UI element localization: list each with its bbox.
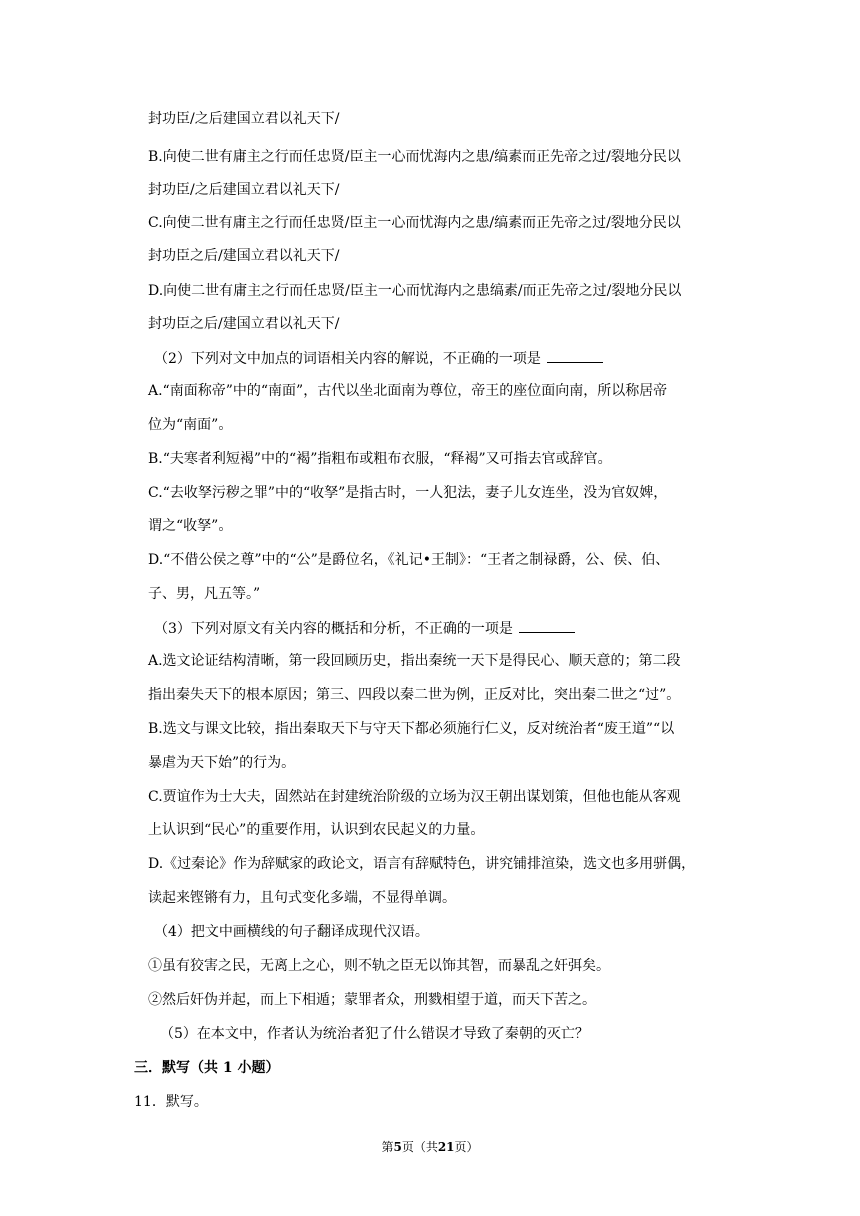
q2-option-c-line1: C.“去收孥污秽之罪”中的“收孥”是指古时，一人犯法，妻子儿女连坐，没为官奴婢， <box>148 485 668 501</box>
section-heading-dictation: 三．默写（共 1 小题） <box>134 1060 280 1076</box>
q3-option-d-line2: 读起来铿锵有力，且句式变化多端，不显得单调。 <box>148 890 456 906</box>
q3-option-d-line1: D.《过秦论》作为辞赋家的政论文，语言有辞赋特色，讲究铺排渲染，选文也多用骈偶， <box>148 856 696 872</box>
q2-option-a-line1: A.“南面称帝”中的“南面”，古代以坐北面南为尊位，帝王的座位面向南，所以称居帝 <box>148 383 668 399</box>
option-d-line1: D.向使二世有庸主之行而任忠贤/臣主一心而忧海内之患缟素/而正先帝之过/裂地分民以 <box>148 283 682 299</box>
question-5-stem: （5）在本文中，作者认为统治者犯了什么错误才导致了秦朝的灭亡？ <box>160 1026 589 1042</box>
q3-option-a-line1: A.选文论证结构清晰，第一段回顾历史，指出秦统一天下是得民心、顺天意的；第二段 <box>148 653 681 669</box>
option-c-line1: C.向使二世有庸主之行而任忠贤/臣主一心而忧海内之患/缟素而正先帝之过/裂地分民以 <box>148 215 681 231</box>
option-b-line1: B.向使二世有庸主之行而任忠贤/臣主一心而忧海内之患/缟素而正先帝之过/裂地分民以 <box>148 149 681 165</box>
option-c-line2: 封功臣之后/建国立君以礼天下/ <box>148 248 340 264</box>
q4-sentence-1: ①虽有狡害之民，无离上之心，则不轨之臣无以饰其智，而暴乱之奸弭矣。 <box>148 958 610 974</box>
q3-option-a-line2: 指出秦失天下的根本原因；第三、四段以秦二世为例，正反对比，突出秦二世之“过”。 <box>148 687 681 703</box>
question-2-text: （2）下列对文中加点的词语相关内容的解说，不正确的一项是 <box>154 351 541 367</box>
question-11-stem: 11．默写。 <box>134 1094 208 1110</box>
answer-blank <box>519 618 575 633</box>
question-2-stem <box>154 348 603 369</box>
footer-page-number: 5 <box>393 1140 402 1154</box>
q3-option-c-line2: 上认识到“民心”的重要作用，认识到农民起义的力量。 <box>148 822 485 838</box>
q2-option-d-line1: D.“不借公侯之尊”中的“公”是爵位名，《礼记•王制》：“王者之制禄爵，公、侯、伯、 <box>148 552 670 568</box>
option-b-line2: 封功臣/之后建国立君以礼天下/ <box>148 182 340 198</box>
q3-option-c-line1: C.贾谊作为士大夫，固然站在封建统治阶级的立场为汉王朝出谋划策，但他也能从客观 <box>148 789 681 805</box>
footer-prefix: 第 <box>381 1140 394 1154</box>
footer-mid: 页（共 <box>401 1140 438 1154</box>
page-footer <box>0 1139 860 1155</box>
q2-option-a-line2: 位为“南面”。 <box>148 417 233 433</box>
q2-option-b: B.“夫寒者利短褐”中的“褐”指粗布或粗布衣服，“释褐”又可指去官或辞官。 <box>148 451 612 467</box>
q3-option-b-line1: B.选文与课文比较，指出秦取天下与守天下都必须施行仁义，反对统治者“废王道”“以 <box>148 721 675 737</box>
footer-total-pages: 21 <box>437 1140 455 1154</box>
q2-option-c-line2: 谓之“收孥”。 <box>148 518 233 534</box>
question-3-text: （3）下列对原文有关内容的概括和分析，不正确的一项是 <box>154 621 513 637</box>
option-a-continuation: 封功臣/之后建国立君以礼天下/ <box>148 111 340 127</box>
q2-option-d-line2: 子、男，凡五等。” <box>148 586 261 602</box>
answer-blank <box>547 348 603 363</box>
q4-sentence-2: ②然后奸伪并起，而上下相遁；蒙罪者众，刑戮相望于道，而天下苦之。 <box>148 992 596 1008</box>
q3-option-b-line2: 暴虐为天下始”的行为。 <box>148 755 296 771</box>
question-4-stem: （4）把文中画横线的句子翻译成现代汉语。 <box>154 924 429 940</box>
footer-suffix: 页） <box>454 1140 479 1154</box>
question-3-stem <box>154 618 575 639</box>
option-d-line2: 封功臣之后/建国立君以礼天下/ <box>148 316 340 332</box>
